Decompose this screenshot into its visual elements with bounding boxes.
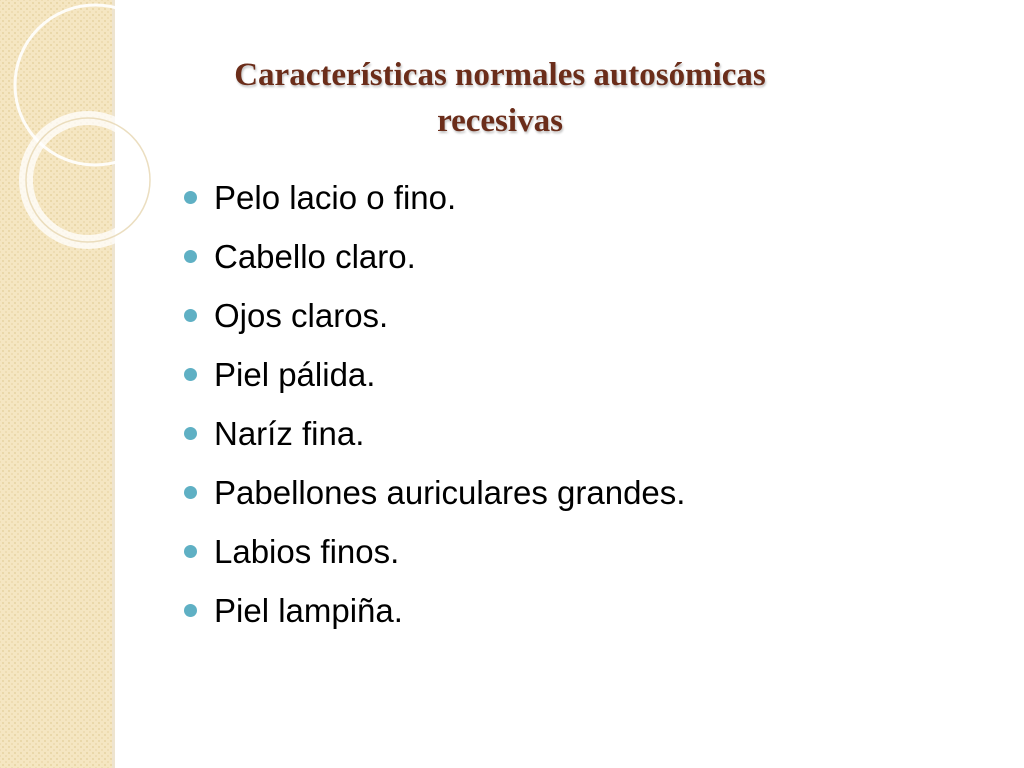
bullet-dot-icon [184,604,197,617]
bullet-list [184,168,685,640]
bullet-text: Pabellones auriculares grandes. [214,473,686,511]
slide-title [200,52,800,144]
title-line-1: Características normales autosómicas [234,57,766,93]
bullet-item [184,522,685,581]
title-line-2: recesivas [437,103,563,139]
bullet-text: Labios finos. [214,532,400,570]
bullet-item [184,168,685,227]
bullet-item [184,581,685,640]
bullet-text: Pelo lacio o fino. [214,178,457,216]
bullet-text: Piel lampiña. [214,591,403,629]
bullet-text: Ojos claros. [214,296,389,334]
decorative-rings [0,0,200,260]
bullet-dot-icon [184,250,197,263]
bullet-text: Piel pálida. [214,355,376,393]
bullet-dot-icon [184,486,197,499]
bullet-text: Cabello claro. [214,237,416,275]
bullet-item [184,345,685,404]
bullet-item [184,463,685,522]
bullet-dot-icon [184,545,197,558]
bullet-item [184,404,685,463]
bullet-item [184,227,685,286]
bullet-dot-icon [184,191,197,204]
bullet-item [184,286,685,345]
bullet-dot-icon [184,368,197,381]
bullet-dot-icon [184,309,197,322]
decorative-ring-outline [26,118,150,242]
bullet-dot-icon [184,427,197,440]
bullet-text: Naríz fina. [214,414,365,452]
